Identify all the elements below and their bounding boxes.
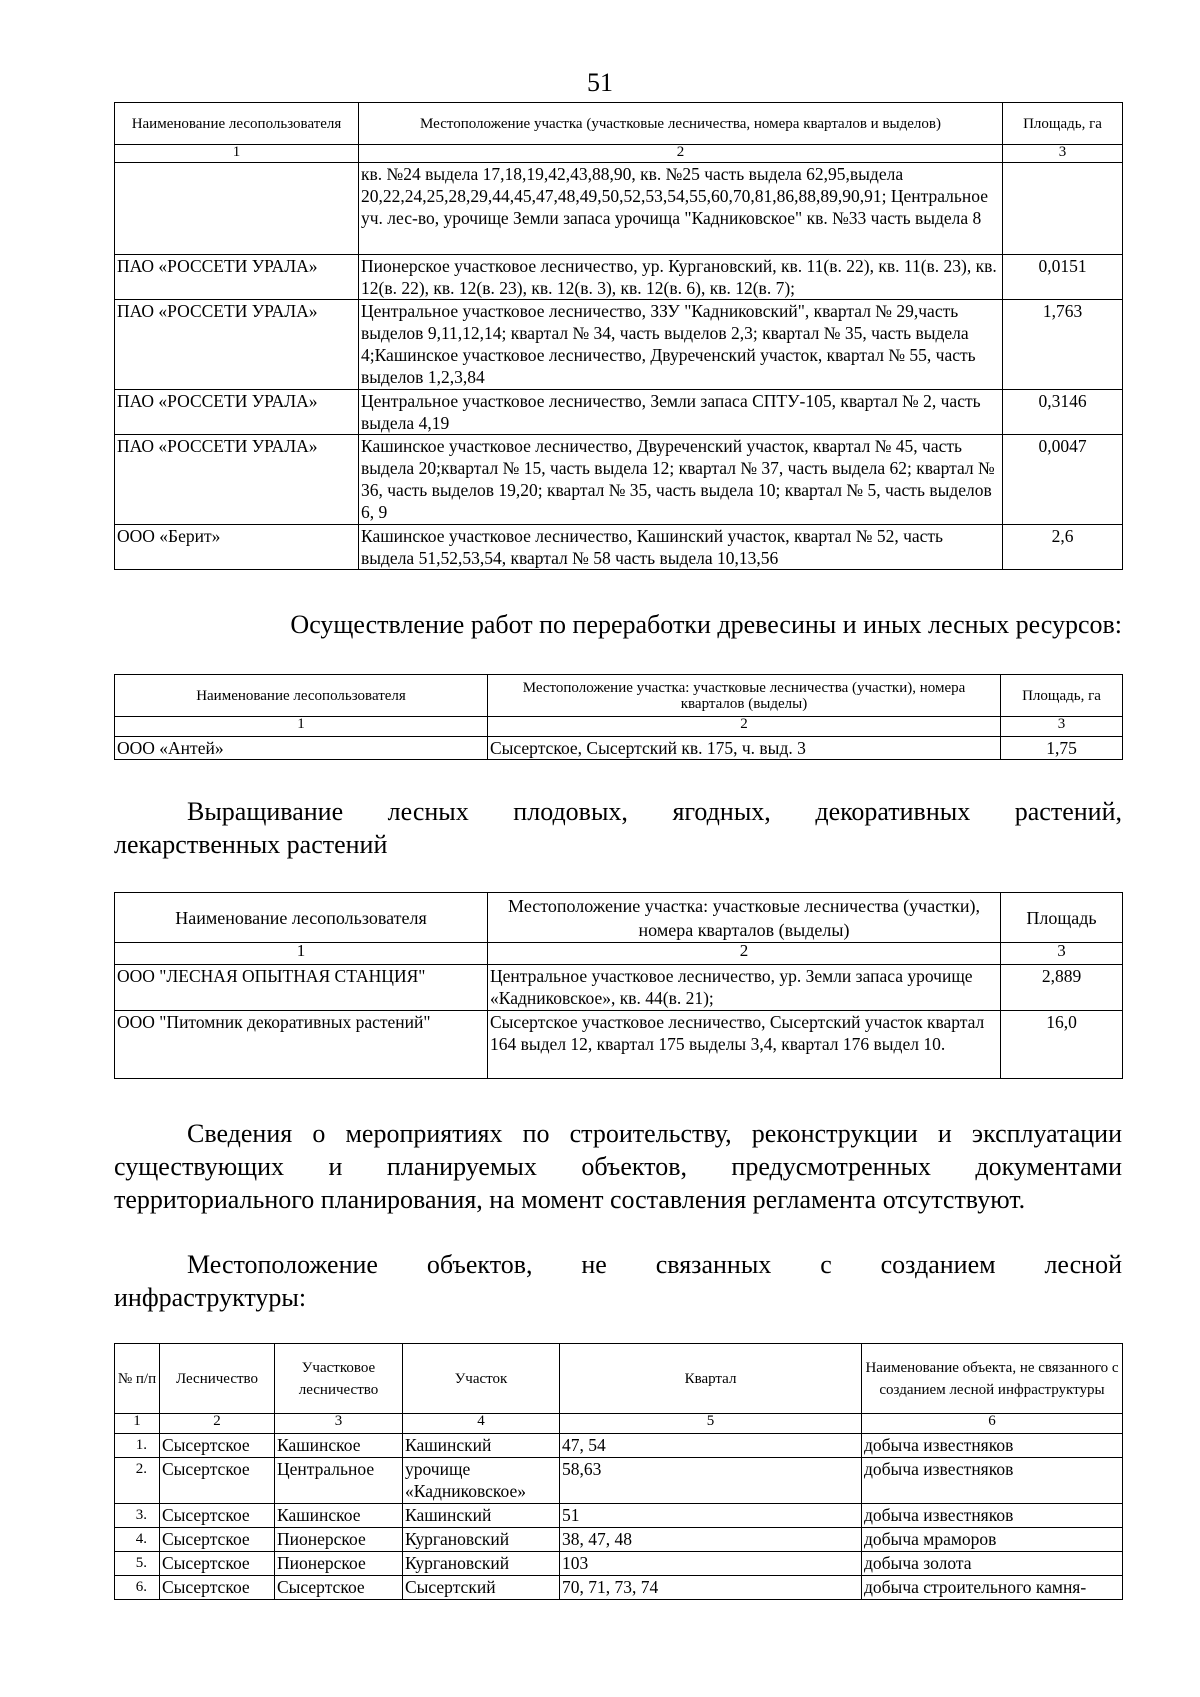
header-location: Местоположение участка: участковые лесничества (участки), номера кварталов (выделы) xyxy=(488,893,1001,943)
cell-plot: Кашинский xyxy=(403,1434,560,1458)
cell-plot: Кургановский xyxy=(403,1552,560,1576)
cell-area: 0,0047 xyxy=(1003,435,1123,525)
cell-location: Центральное участковое лесничество, ЗЗУ "Кадниковский", квартал № 29,часть выделов 9,11,12,14; квартал № 34, часть выделов 2,3; квартал № 35, часть выдела 4;Кашинское участковое лесничество, Двуреченский участок, квартал № 55, часть выделов 1,2,3,84 xyxy=(359,300,1003,390)
cell-location: кв. №24 выдела 17,18,19,42,43,88,90, кв. №25 часть выдела 62,95,выдела 20,22,24,25,28,29,44,45,47,48,49,50,52,53,54,55,60,70,81,86,88,89,90,91; Центральное уч. лес-во, урочище Земли запаса урочища "Кадниковское" кв. №33 часть выдела 8 xyxy=(359,163,1003,255)
cell-user: ПАО «РОССЕТИ УРАЛА» xyxy=(115,300,359,390)
col-number: 3 xyxy=(275,1414,403,1434)
cell-area: 0,0151 xyxy=(1003,255,1123,300)
header-object: Наименование объекта, не связанного с созданием лесной инфраструктуры xyxy=(862,1344,1123,1414)
cell-user: ПАО «РОССЕТИ УРАЛА» xyxy=(115,390,359,435)
header-district: Участковое лесничество xyxy=(275,1344,403,1414)
heading-line: Местоположение объектов, не связанных с созданием лесной xyxy=(187,1250,1122,1279)
heading-line: Выращивание лесных плодовых, ягодных, декоративных растений, xyxy=(187,797,1122,826)
cell-area: 16,0 xyxy=(1001,1011,1123,1079)
cell-area: 1,75 xyxy=(1001,737,1123,760)
cell-forestry: Сысертское xyxy=(160,1552,275,1576)
header-forestry: Лесничество xyxy=(160,1344,275,1414)
cell-location: Пионерское участковое лесничество, ур. Кургановский, кв. 11(в. 22), кв. 11(в. 23), кв. 12(в. 22), кв. 12(в. 23), кв. 12(в. 3), кв. 12(в. 6), кв. 12(в. 7); xyxy=(359,255,1003,300)
cell-user: ООО «Берит» xyxy=(115,525,359,570)
cell-district: Пионерское xyxy=(275,1552,403,1576)
header-location: Местоположение участка (участковые лесничества, номера кварталов и выделов) xyxy=(359,103,1003,145)
table-growing-plants xyxy=(114,892,1123,1079)
cell-object: добыча мраморов xyxy=(862,1528,1123,1552)
cell-location: Кашинское участковое лесничество, Двуреченский участок, квартал № 45, часть выдела 20;квартал № 15, часть выдела 12; квартал № 37, часть выдела 62; квартал № 36, часть выделов 19,20; квартал № 35, часть выдела 10; квартал № 5, часть выделов 6, 9 xyxy=(359,435,1003,525)
cell-district: Кашинское xyxy=(275,1504,403,1528)
table-wood-processing xyxy=(114,674,1123,760)
table-forest-users-continued xyxy=(114,102,1123,570)
cell-user: ООО «Антей» xyxy=(115,737,488,760)
cell-quarter: 70, 71, 73, 74 xyxy=(560,1576,862,1600)
cell-object: добыча известняков xyxy=(862,1458,1123,1504)
col-number: 2 xyxy=(160,1414,275,1434)
table-row xyxy=(115,1528,1123,1552)
cell-number: 3. xyxy=(115,1504,160,1528)
paragraph-construction-info xyxy=(114,1117,1122,1216)
col-number: 5 xyxy=(560,1414,862,1434)
cell-district: Кашинское xyxy=(275,1434,403,1458)
table-row xyxy=(115,1434,1123,1458)
cell-user: ООО "ЛЕСНАЯ ОПЫТНАЯ СТАНЦИЯ" xyxy=(115,965,488,1011)
col-number: 1 xyxy=(115,145,359,163)
cell-object: добыча известняков xyxy=(862,1434,1123,1458)
cell-forestry: Сысертское xyxy=(160,1528,275,1552)
table-row xyxy=(115,1011,1123,1079)
cell-forestry: Сысертское xyxy=(160,1434,275,1458)
cell-number: 6. xyxy=(115,1576,160,1600)
cell-object: добыча известняков xyxy=(862,1504,1123,1528)
table-row xyxy=(115,300,1123,390)
cell-location: Сысертское, Сысертский кв. 175, ч. выд. 3 xyxy=(488,737,1001,760)
col-number: 3 xyxy=(1001,717,1123,737)
cell-plot: Кургановский xyxy=(403,1528,560,1552)
table-row xyxy=(115,390,1123,435)
cell-area xyxy=(1003,163,1123,255)
header-area: Площадь xyxy=(1001,893,1123,943)
header-plot: Участок xyxy=(403,1344,560,1414)
cell-area: 2,6 xyxy=(1003,525,1123,570)
cell-quarter: 51 xyxy=(560,1504,862,1528)
col-number: 3 xyxy=(1003,145,1123,163)
cell-forestry: Сысертское xyxy=(160,1576,275,1600)
col-number: 1 xyxy=(115,717,488,737)
cell-quarter: 103 xyxy=(560,1552,862,1576)
col-number: 1 xyxy=(115,1414,160,1434)
cell-location: Центральное участковое лесничество, Земли запаса СПТУ-105, квартал № 2, часть выдела 4,19 xyxy=(359,390,1003,435)
cell-user: ПАО «РОССЕТИ УРАЛА» xyxy=(115,435,359,525)
paragraph-text: Сведения о мероприятиях по строительству, реконструкции и эксплуатации существующих и планируемых объектов, предусмотренных документами территориального планирования, на момент составления регламента отсутствуют. xyxy=(114,1119,1122,1214)
col-number: 1 xyxy=(115,943,488,965)
table-row xyxy=(115,1576,1123,1600)
header-area: Площадь, га xyxy=(1003,103,1123,145)
col-number: 2 xyxy=(488,943,1001,965)
cell-area: 1,763 xyxy=(1003,300,1123,390)
cell-district: Сысертское xyxy=(275,1576,403,1600)
table-row xyxy=(115,737,1123,760)
header-area: Площадь, га xyxy=(1001,675,1123,717)
col-number: 2 xyxy=(359,145,1003,163)
heading-line: инфраструктуры: xyxy=(114,1283,307,1312)
cell-plot: Кашинский xyxy=(403,1504,560,1528)
cell-quarter: 38, 47, 48 xyxy=(560,1528,862,1552)
cell-plot: Сысертский xyxy=(403,1576,560,1600)
col-number: 6 xyxy=(862,1414,1123,1434)
cell-location: Сысертское участковое лесничество, Сысертский участок квартал 164 выдел 12, квартал 175 выделы 3,4, квартал 176 выдел 10. xyxy=(488,1011,1001,1079)
table-row xyxy=(115,965,1123,1011)
table-row xyxy=(115,1458,1123,1504)
cell-plot: урочище «Кадниковское» xyxy=(403,1458,560,1504)
cell-forestry: Сысертское xyxy=(160,1458,275,1504)
cell-user: ПАО «РОССЕТИ УРАЛА» xyxy=(115,255,359,300)
table-row xyxy=(115,1504,1123,1528)
header-number: № п/п xyxy=(115,1344,160,1414)
cell-object: добыча золота xyxy=(862,1552,1123,1576)
table-row xyxy=(115,1552,1123,1576)
section-heading-non-infrastructure xyxy=(114,1248,1122,1314)
col-number: 4 xyxy=(403,1414,560,1434)
cell-forestry: Сысертское xyxy=(160,1504,275,1528)
cell-district: Пионерское xyxy=(275,1528,403,1552)
col-number: 3 xyxy=(1001,943,1123,965)
cell-number: 2. xyxy=(115,1458,160,1504)
cell-quarter: 47, 54 xyxy=(560,1434,862,1458)
header-user: Наименование лесопользователя xyxy=(115,675,488,717)
header-user: Наименование лесопользователя xyxy=(115,103,359,145)
col-number: 2 xyxy=(488,717,1001,737)
cell-user xyxy=(115,163,359,255)
cell-quarter: 58,63 xyxy=(560,1458,862,1504)
table-non-infrastructure-objects xyxy=(114,1343,1123,1600)
heading-line: лекарственных растений xyxy=(114,830,388,859)
cell-location: Центральное участковое лесничество, ур. Земли запаса урочище «Кадниковское», кв. 44(в. 21); xyxy=(488,965,1001,1011)
header-quarter: Квартал xyxy=(560,1344,862,1414)
cell-user: ООО "Питомник декоративных растений" xyxy=(115,1011,488,1079)
cell-location: Кашинское участковое лесничество, Кашинский участок, квартал № 52, часть выдела 51,52,53,54, квартал № 58 часть выдела 10,13,56 xyxy=(359,525,1003,570)
table-row xyxy=(115,255,1123,300)
cell-number: 1. xyxy=(115,1434,160,1458)
section-heading-processing: Осуществление работ по переработки древесины и иных лесных ресурсов: xyxy=(290,610,1122,639)
section-heading-growing xyxy=(114,795,1122,861)
table-row xyxy=(115,163,1123,255)
header-user: Наименование лесопользователя xyxy=(115,893,488,943)
table-row xyxy=(115,525,1123,570)
cell-area: 2,889 xyxy=(1001,965,1123,1011)
header-location: Местоположение участка: участковые лесничества (участки), номера кварталов (выделы) xyxy=(488,675,1001,717)
cell-object: добыча строительного камня- xyxy=(862,1576,1123,1600)
page-number: 51 xyxy=(587,68,613,97)
cell-number: 5. xyxy=(115,1552,160,1576)
cell-number: 4. xyxy=(115,1528,160,1552)
cell-area: 0,3146 xyxy=(1003,390,1123,435)
cell-district: Центральное xyxy=(275,1458,403,1504)
table-row xyxy=(115,435,1123,525)
